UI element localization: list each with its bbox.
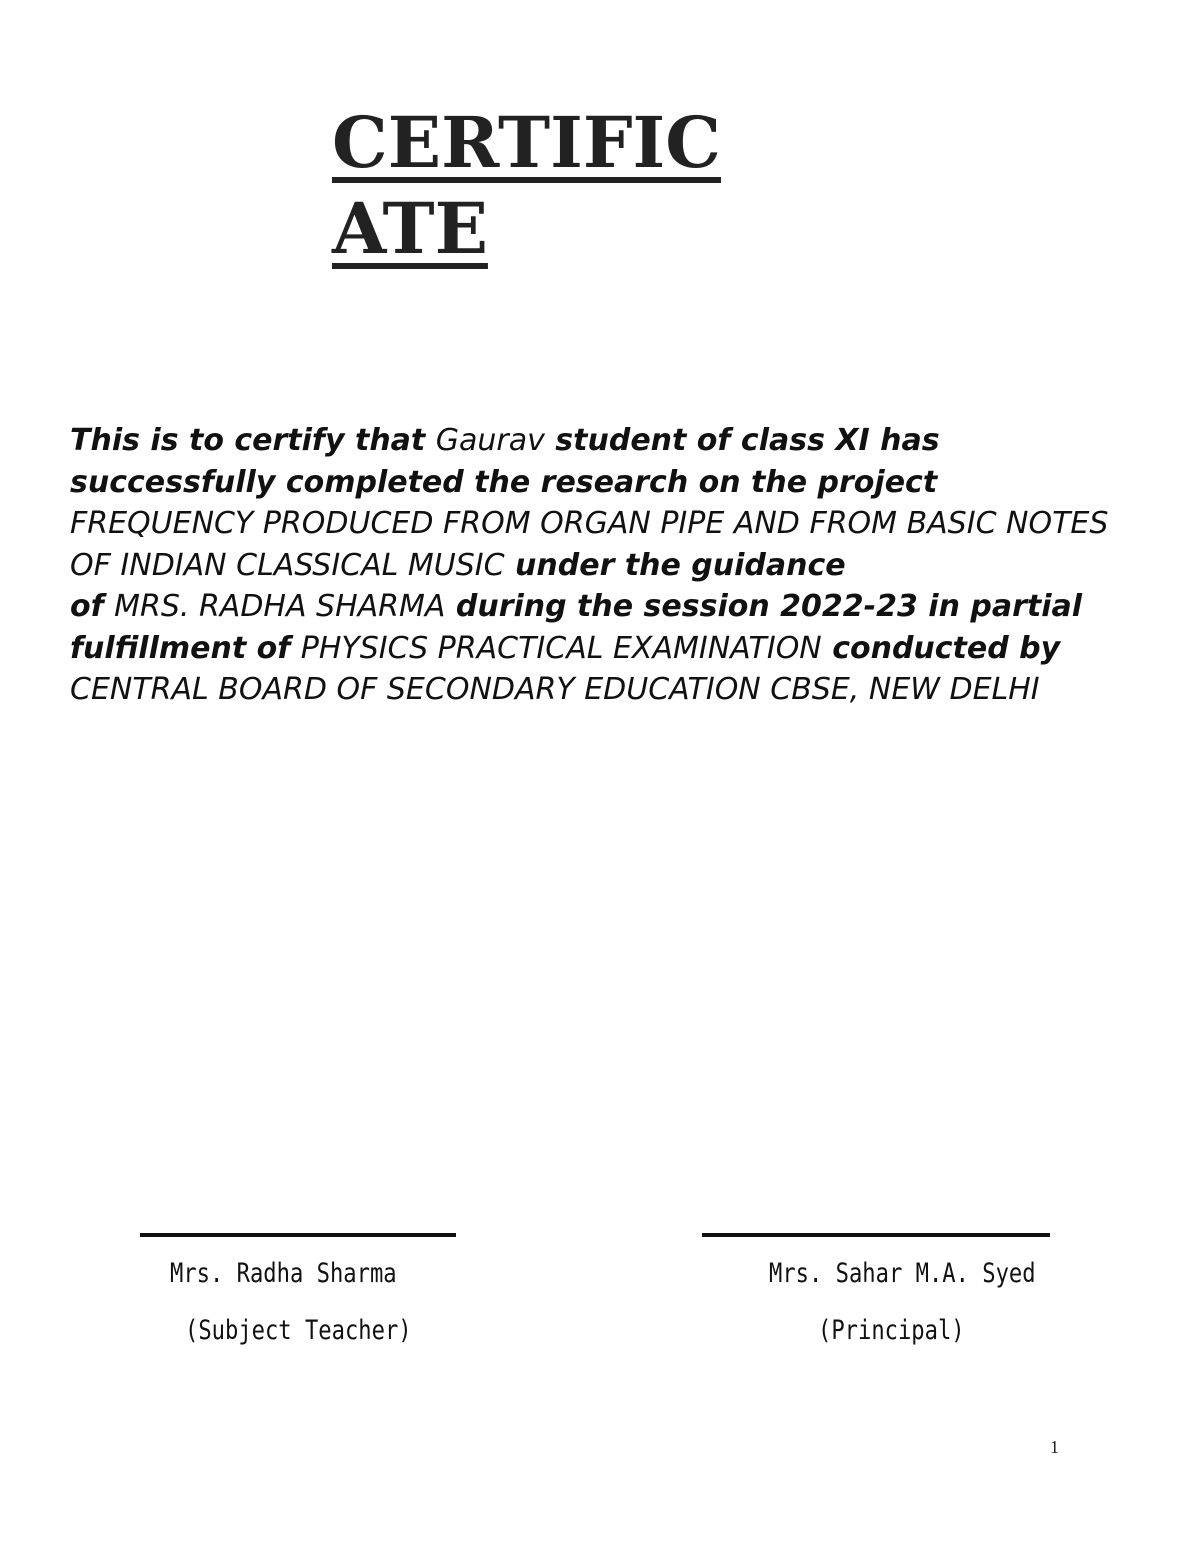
body-text-class: student of class XI has successfully completed the research on the project	[70, 423, 940, 500]
principal-name: Mrs. Sahar M.A. Syed	[769, 1258, 1036, 1289]
examination-name: PHYSICS PRACTICAL EXAMINATION	[300, 630, 822, 666]
body-text-fulfillment: fulfillment of	[70, 630, 301, 666]
body-text-intro: This is to certify that	[70, 423, 436, 458]
teacher-name: Mrs. Radha Sharma	[170, 1258, 397, 1289]
body-text-conducted: conducted by	[821, 630, 1061, 666]
body-text-of: of	[70, 589, 115, 624]
student-name: Gaurav	[435, 423, 545, 458]
body-text-session: during the session 2022-23 in partial	[445, 589, 1083, 624]
guide-name: MRS. RADHA SHARMA	[114, 589, 446, 624]
signature-line-teacher	[140, 1233, 456, 1237]
teacher-role: (Subject Teacher)	[185, 1315, 412, 1346]
body-text-guidance: under the guidance	[504, 547, 846, 583]
board-name: CENTRAL BOARD OF SECONDARY EDUCATION CBSE, NEW DELHI	[70, 672, 1040, 707]
principal-role: (Principal)	[818, 1315, 965, 1346]
signature-line-principal	[702, 1233, 1050, 1237]
page-number: 1	[1050, 1437, 1059, 1457]
certificate-title: CERTIFICATE	[332, 101, 721, 270]
project-title: FREQUENCY PRODUCED FROM ORGAN PIPE AND FROM BASIC NOTES OF INDIAN CLASSICAL MUSIC	[70, 506, 1109, 583]
certificate-body	[70, 420, 1130, 711]
